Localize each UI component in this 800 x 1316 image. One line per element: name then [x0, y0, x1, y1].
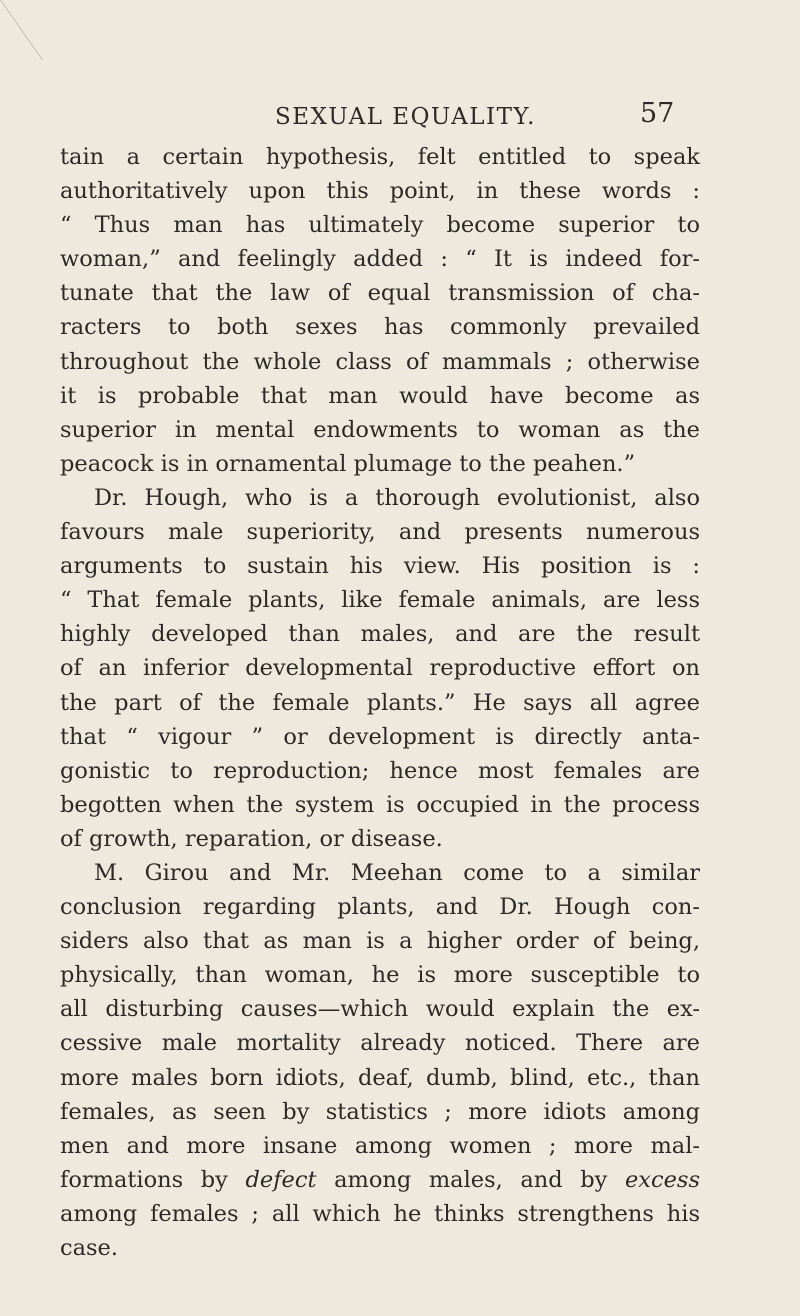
text-line: highly developed than males, and are the result	[60, 621, 700, 648]
text-line: “ That female plants, like female animals, are less	[60, 587, 700, 614]
text-line: gonistic to reproduction; hence most females are	[60, 757, 700, 784]
text-line: peacock is in ornamental plumage to the peahen.”	[60, 450, 636, 477]
text-line: favours male superiority, and presents numerous	[60, 519, 700, 546]
text-line: case.	[60, 1235, 119, 1261]
text-line: throughout the whole class of mammals ; otherwise	[60, 348, 700, 375]
body-text	[60, 140, 700, 1265]
text-line: females, as seen by statistics ; more idiots among	[60, 1098, 700, 1125]
text-line: men and more insane among women ; more mal-	[60, 1132, 700, 1159]
text-line: cessive male mortality already noticed. There are	[60, 1030, 700, 1057]
text-line: the part of the female plants.” He says all agree	[60, 689, 700, 716]
page-number: 57	[640, 98, 675, 129]
text-line: that “ vigour ” or development is directly anta-	[60, 723, 700, 750]
emphasis-excess: excess	[624, 1166, 700, 1193]
text-line: all disturbing causes—which would explain the ex-	[60, 996, 700, 1023]
text-line: of an inferior developmental reproductive effort on	[60, 655, 700, 682]
text-line: authoritatively upon this point, in these words :	[60, 178, 700, 205]
text-line: woman,” and feelingly added : “ It is indeed for-	[60, 246, 700, 273]
page-corner-mark	[0, 0, 71, 60]
running-title: SEXUAL EQUALITY.	[275, 104, 536, 130]
text-line: arguments to sustain his view. His position is :	[60, 553, 700, 580]
text-run: formations by	[60, 1166, 246, 1193]
text-line: “ Thus man has ultimately become superior to	[60, 212, 700, 239]
text-line: more males born idiots, deaf, dumb, blind, etc., than	[60, 1064, 700, 1091]
text-line: it is probable that man would have become as	[60, 382, 700, 409]
text-line: superior in mental endowments to woman as the	[60, 416, 700, 443]
text-line: physically, than woman, he is more susceptible to	[60, 962, 700, 989]
text-line: M. Girou and Mr. Meehan come to a similar	[94, 859, 700, 886]
text-line: siders also that as man is a higher order of being,	[60, 928, 700, 955]
emphasis-defect: defect	[245, 1166, 317, 1193]
text-line: tunate that the law of equal transmission of cha-	[60, 280, 700, 307]
text-run: among males, and by	[316, 1166, 625, 1193]
text-line: Dr. Hough, who is a thorough evolutionist, also	[94, 484, 700, 511]
text-line	[60, 1163, 700, 1197]
text-line: begotten when the system is occupied in the process	[60, 791, 700, 818]
text-line: tain a certain hypothesis, felt entitled to speak	[60, 144, 700, 170]
text-line: among females ; all which he thinks strengthens his	[60, 1200, 700, 1227]
text-line: conclusion regarding plants, and Dr. Hough con-	[60, 894, 700, 921]
text-line: of growth, reparation, or disease.	[60, 825, 443, 852]
text-line: racters to both sexes has commonly prevailed	[60, 314, 700, 341]
